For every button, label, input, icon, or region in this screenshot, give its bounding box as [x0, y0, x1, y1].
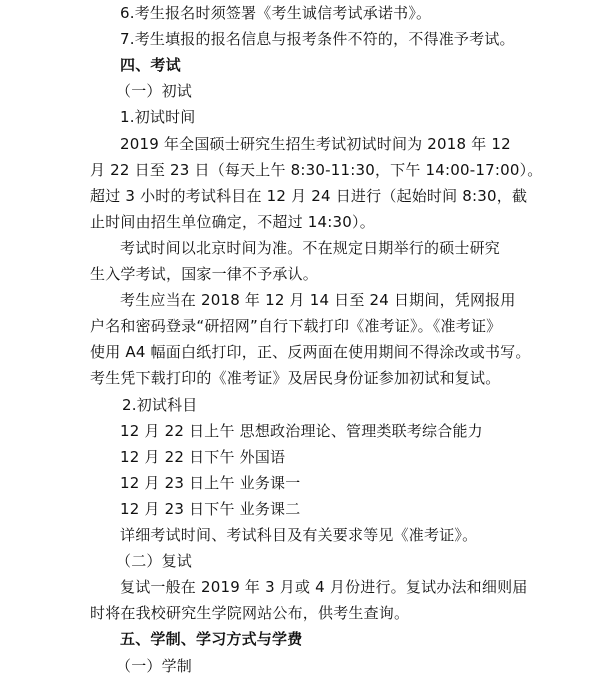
item-heading: 1.初试时间 — [120, 108, 196, 127]
item-heading: 2.初试科目 — [122, 395, 198, 414]
paragraph-line: 考试时间以北京时间为准。不在规定日期举行的硕士研究 — [120, 238, 501, 257]
paragraph-line: 户名和密码登录“研招网”自行下载打印《准考证》。《准考证》 — [90, 317, 502, 336]
paragraph-line: 超过 3 小时的考试科目在 12 月 24 日进行（起始时间 8:30，截 — [90, 186, 528, 205]
paragraph-line: 考生凭下载打印的《准考证》及居民身份证参加初试和复试。 — [90, 369, 501, 388]
paragraph-line: 止时间由招生单位确定，不超过 14:30）。 — [90, 212, 375, 231]
paragraph-line: 复试一般在 2019 年 3 月或 4 月份进行。复试办法和细则届 — [120, 578, 528, 597]
subsection-heading: （一）学制 — [116, 656, 193, 675]
section-heading: 四、考试 — [120, 56, 181, 75]
paragraph-line: 时将在我校研究生学院网站公布，供考生查询。 — [90, 604, 410, 623]
paragraph-line: 2019 年全国硕士研究生招生考试初试时间为 2018 年 12 — [120, 134, 511, 153]
paragraph-line: 月 22 日至 23 日（每天上午 8:30-11:30，下午 14:00-17:00）。 — [90, 160, 543, 179]
schedule-row: 12 月 23 日下午 业务课二 — [120, 499, 301, 518]
text-line: 7.考生填报的报名信息与报考条件不符的，不得准予考试。 — [120, 30, 515, 49]
schedule-row: 12 月 23 日上午 业务课一 — [120, 473, 301, 492]
paragraph-line: 详细考试时间、考试科目及有关要求等见《准考证》。 — [120, 526, 478, 544]
subsection-heading: （一）初试 — [116, 82, 193, 101]
schedule-row: 12 月 22 日下午 外国语 — [120, 447, 286, 466]
section-heading: 五、学制、学习方式与学费 — [120, 630, 303, 649]
paragraph-line: 考生应当在 2018 年 12 月 14 日至 24 日期间，凭网报用 — [120, 291, 516, 310]
schedule-row: 12 月 22 日上午 思想政治理论、管理类联考综合能力 — [120, 421, 483, 440]
paragraph-line: 生入学考试，国家一律不予承认。 — [90, 265, 319, 283]
subsection-heading: （二）复试 — [116, 552, 193, 571]
text-line: 6.考生报名时须签署《考生诚信考试承诺书》。 — [120, 4, 432, 22]
paragraph-line: 使用 A4 幅面白纸打印，正、反两面在使用期间不得涂改或书写。 — [90, 343, 531, 362]
